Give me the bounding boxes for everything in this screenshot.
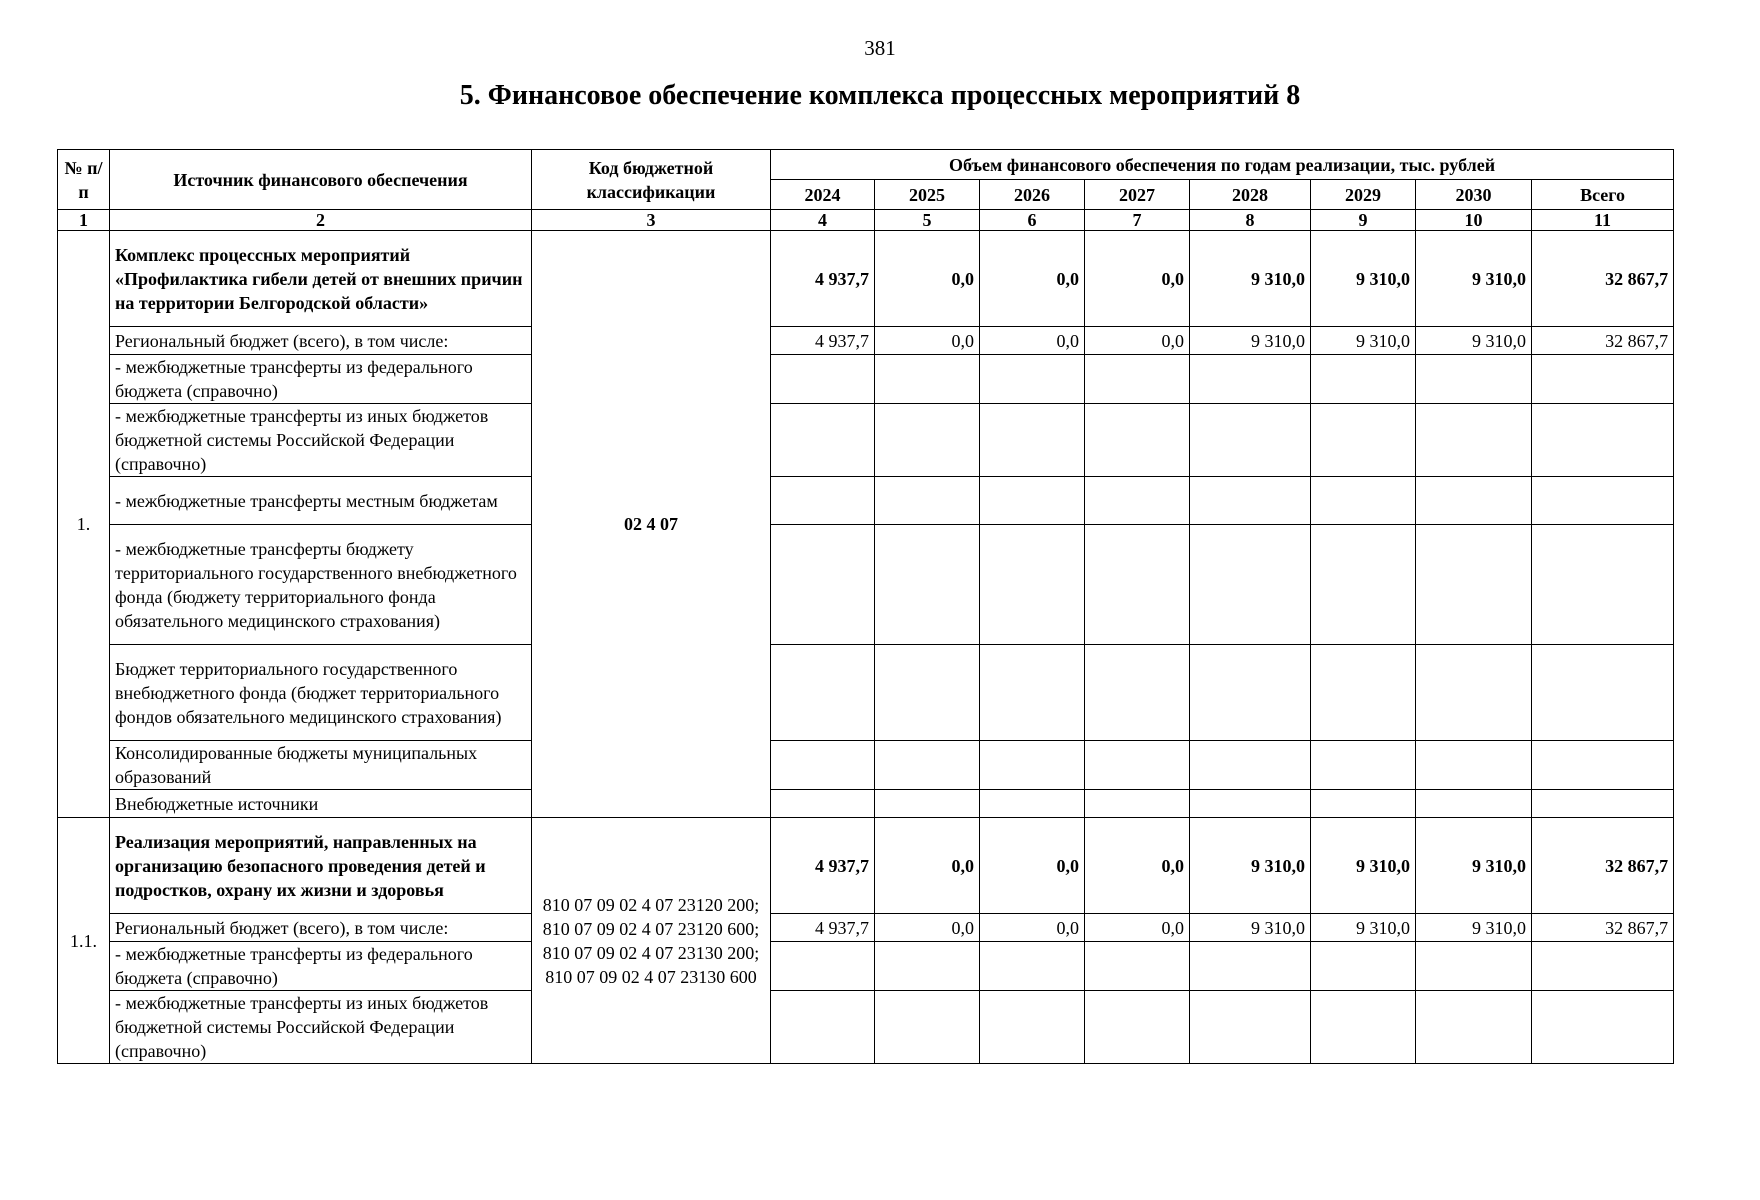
empty-cell xyxy=(1532,790,1674,818)
value-cell: 0,0 xyxy=(980,231,1085,327)
header-year: 2030 xyxy=(1416,180,1532,210)
header-year: 2029 xyxy=(1311,180,1416,210)
value-cell: 0,0 xyxy=(980,914,1085,942)
empty-cell xyxy=(1311,741,1416,790)
row-source-name: Комплекс процессных мероприятий «Профилактика гибели детей от внешних причин на территории Белгородской области» xyxy=(110,231,532,327)
empty-cell xyxy=(1190,477,1311,525)
table-row xyxy=(58,327,1674,355)
value-cell: 4 937,7 xyxy=(771,231,875,327)
value-cell: 9 310,0 xyxy=(1416,231,1532,327)
empty-cell xyxy=(1311,942,1416,991)
empty-cell xyxy=(1190,355,1311,404)
empty-cell xyxy=(875,942,980,991)
row-source-name: - межбюджетные трансферты из иных бюджетов бюджетной системы Российской Федерации (справочно) xyxy=(110,404,532,477)
empty-cell xyxy=(771,741,875,790)
empty-cell xyxy=(1416,741,1532,790)
column-number: 9 xyxy=(1311,210,1416,231)
value-cell: 4 937,7 xyxy=(771,327,875,355)
header-num: № п/п xyxy=(58,150,110,210)
empty-cell xyxy=(771,645,875,741)
total-cell: 32 867,7 xyxy=(1532,818,1674,914)
empty-cell xyxy=(1190,741,1311,790)
value-cell: 9 310,0 xyxy=(1311,327,1416,355)
row-number: 1.1. xyxy=(58,818,110,1064)
value-cell: 0,0 xyxy=(980,327,1085,355)
empty-cell xyxy=(771,404,875,477)
empty-cell xyxy=(1532,477,1674,525)
empty-cell xyxy=(1416,477,1532,525)
value-cell: 0,0 xyxy=(1085,327,1190,355)
column-numbers-row xyxy=(58,210,1674,231)
empty-cell xyxy=(1085,404,1190,477)
value-cell: 9 310,0 xyxy=(1416,818,1532,914)
empty-cell xyxy=(1085,645,1190,741)
table-row xyxy=(58,790,1674,818)
value-cell: 4 937,7 xyxy=(771,914,875,942)
empty-cell xyxy=(875,741,980,790)
empty-cell xyxy=(1416,790,1532,818)
empty-cell xyxy=(1416,645,1532,741)
empty-cell xyxy=(771,525,875,645)
empty-cell xyxy=(1190,645,1311,741)
column-number: 6 xyxy=(980,210,1085,231)
empty-cell xyxy=(1311,790,1416,818)
value-cell: 9 310,0 xyxy=(1311,914,1416,942)
table-row xyxy=(58,645,1674,741)
empty-cell xyxy=(875,525,980,645)
row-source-name: - межбюджетные трансферты бюджету территориального государственного внебюджетного фонда (бюджету территориального фонда обязательного медицинского страхования) xyxy=(110,525,532,645)
empty-cell xyxy=(1311,404,1416,477)
value-cell: 0,0 xyxy=(875,231,980,327)
empty-cell xyxy=(875,477,980,525)
table-row xyxy=(58,231,1674,327)
empty-cell xyxy=(980,991,1085,1064)
empty-cell xyxy=(1190,525,1311,645)
budget-code: 810 07 09 02 4 07 23120 200; 810 07 09 02 4 07 23120 600; 810 07 09 02 4 07 23130 200; 810 07 09 02 4 07 23130 600 xyxy=(532,818,771,1064)
table-row xyxy=(58,355,1674,404)
empty-cell xyxy=(771,991,875,1064)
total-cell: 32 867,7 xyxy=(1532,327,1674,355)
empty-cell xyxy=(1311,525,1416,645)
row-source-name: - межбюджетные трансферты из иных бюджетов бюджетной системы Российской Федерации (справочно) xyxy=(110,991,532,1064)
value-cell: 0,0 xyxy=(875,327,980,355)
value-cell: 9 310,0 xyxy=(1416,327,1532,355)
empty-cell xyxy=(1311,991,1416,1064)
column-number: 4 xyxy=(771,210,875,231)
total-cell: 32 867,7 xyxy=(1532,914,1674,942)
column-number: 7 xyxy=(1085,210,1190,231)
table-row xyxy=(58,525,1674,645)
empty-cell xyxy=(980,942,1085,991)
row-source-name: Внебюджетные источники xyxy=(110,790,532,818)
empty-cell xyxy=(1085,525,1190,645)
empty-cell xyxy=(1085,741,1190,790)
row-source-name: Консолидированные бюджеты муниципальных образований xyxy=(110,741,532,790)
empty-cell xyxy=(1190,404,1311,477)
empty-cell xyxy=(980,790,1085,818)
empty-cell xyxy=(1416,991,1532,1064)
header-source: Источник финансового обеспечения xyxy=(110,150,532,210)
document-title: 5. Финансовое обеспечение комплекса процессных мероприятий 8 xyxy=(459,80,1301,111)
value-cell: 9 310,0 xyxy=(1190,818,1311,914)
value-cell: 9 310,0 xyxy=(1190,914,1311,942)
table-row xyxy=(58,914,1674,942)
column-number: 1 xyxy=(58,210,110,231)
header-volume: Объем финансового обеспечения по годам реализации, тыс. рублей xyxy=(771,150,1674,180)
table-row xyxy=(58,818,1674,914)
empty-cell xyxy=(1085,790,1190,818)
empty-cell xyxy=(1532,741,1674,790)
row-source-name: Бюджет территориального государственного внебюджетного фонда (бюджет территориального фондов обязательного медицинского страхования) xyxy=(110,645,532,741)
value-cell: 9 310,0 xyxy=(1311,818,1416,914)
value-cell: 9 310,0 xyxy=(1190,231,1311,327)
row-source-name: Реализация мероприятий, направленных на организацию безопасного проведения детей и подростков, охрану их жизни и здоровья xyxy=(110,818,532,914)
column-number: 5 xyxy=(875,210,980,231)
empty-cell xyxy=(1532,942,1674,991)
page-number: 381 xyxy=(864,36,896,60)
header-year: 2028 xyxy=(1190,180,1311,210)
header-year: 2025 xyxy=(875,180,980,210)
table-row xyxy=(58,404,1674,477)
empty-cell xyxy=(875,645,980,741)
empty-cell xyxy=(980,525,1085,645)
row-source-name: Региональный бюджет (всего), в том числе: xyxy=(110,914,532,942)
empty-cell xyxy=(1190,991,1311,1064)
empty-cell xyxy=(1532,525,1674,645)
value-cell: 9 310,0 xyxy=(1416,914,1532,942)
empty-cell xyxy=(1190,942,1311,991)
table-row xyxy=(58,741,1674,790)
empty-cell xyxy=(771,790,875,818)
value-cell: 0,0 xyxy=(1085,818,1190,914)
empty-cell xyxy=(1416,355,1532,404)
empty-cell xyxy=(1416,404,1532,477)
row-source-name: - межбюджетные трансферты местным бюджетам xyxy=(110,477,532,525)
header-total: Всего xyxy=(1532,180,1674,210)
empty-cell xyxy=(1532,991,1674,1064)
empty-cell xyxy=(1190,790,1311,818)
empty-cell xyxy=(1085,477,1190,525)
value-cell: 9 310,0 xyxy=(1190,327,1311,355)
column-number: 10 xyxy=(1416,210,1532,231)
total-cell: 32 867,7 xyxy=(1532,231,1674,327)
row-source-name: Региональный бюджет (всего), в том числе: xyxy=(110,327,532,355)
budget-code: 02 4 07 xyxy=(532,231,771,818)
financing-table xyxy=(57,149,1674,1064)
row-source-name: - межбюджетные трансферты из федерального бюджета (справочно) xyxy=(110,355,532,404)
column-number: 2 xyxy=(110,210,532,231)
empty-cell xyxy=(1416,525,1532,645)
empty-cell xyxy=(771,355,875,404)
column-number: 8 xyxy=(1190,210,1311,231)
empty-cell xyxy=(980,355,1085,404)
row-number: 1. xyxy=(58,231,110,818)
value-cell: 0,0 xyxy=(1085,914,1190,942)
empty-cell xyxy=(980,404,1085,477)
header-year: 2024 xyxy=(771,180,875,210)
empty-cell xyxy=(875,404,980,477)
empty-cell xyxy=(980,645,1085,741)
empty-cell xyxy=(1085,991,1190,1064)
row-source-name: - межбюджетные трансферты из федерального бюджета (справочно) xyxy=(110,942,532,991)
empty-cell xyxy=(1311,645,1416,741)
empty-cell xyxy=(875,991,980,1064)
value-cell: 0,0 xyxy=(1085,231,1190,327)
empty-cell xyxy=(980,741,1085,790)
header-year: 2026 xyxy=(980,180,1085,210)
header-year: 2027 xyxy=(1085,180,1190,210)
empty-cell xyxy=(980,477,1085,525)
empty-cell xyxy=(1085,942,1190,991)
empty-cell xyxy=(1311,477,1416,525)
empty-cell xyxy=(771,477,875,525)
empty-cell xyxy=(1532,645,1674,741)
empty-cell xyxy=(1416,942,1532,991)
column-number: 3 xyxy=(532,210,771,231)
empty-cell xyxy=(1311,355,1416,404)
empty-cell xyxy=(875,790,980,818)
empty-cell xyxy=(1085,355,1190,404)
empty-cell xyxy=(1532,355,1674,404)
empty-cell xyxy=(771,942,875,991)
value-cell: 0,0 xyxy=(875,818,980,914)
value-cell: 9 310,0 xyxy=(1311,231,1416,327)
table-row xyxy=(58,991,1674,1064)
value-cell: 4 937,7 xyxy=(771,818,875,914)
empty-cell xyxy=(1532,404,1674,477)
value-cell: 0,0 xyxy=(980,818,1085,914)
header-code: Код бюджетной классификации xyxy=(532,150,771,210)
empty-cell xyxy=(875,355,980,404)
table-row xyxy=(58,477,1674,525)
table-row xyxy=(58,942,1674,991)
value-cell: 0,0 xyxy=(875,914,980,942)
column-number: 11 xyxy=(1532,210,1674,231)
